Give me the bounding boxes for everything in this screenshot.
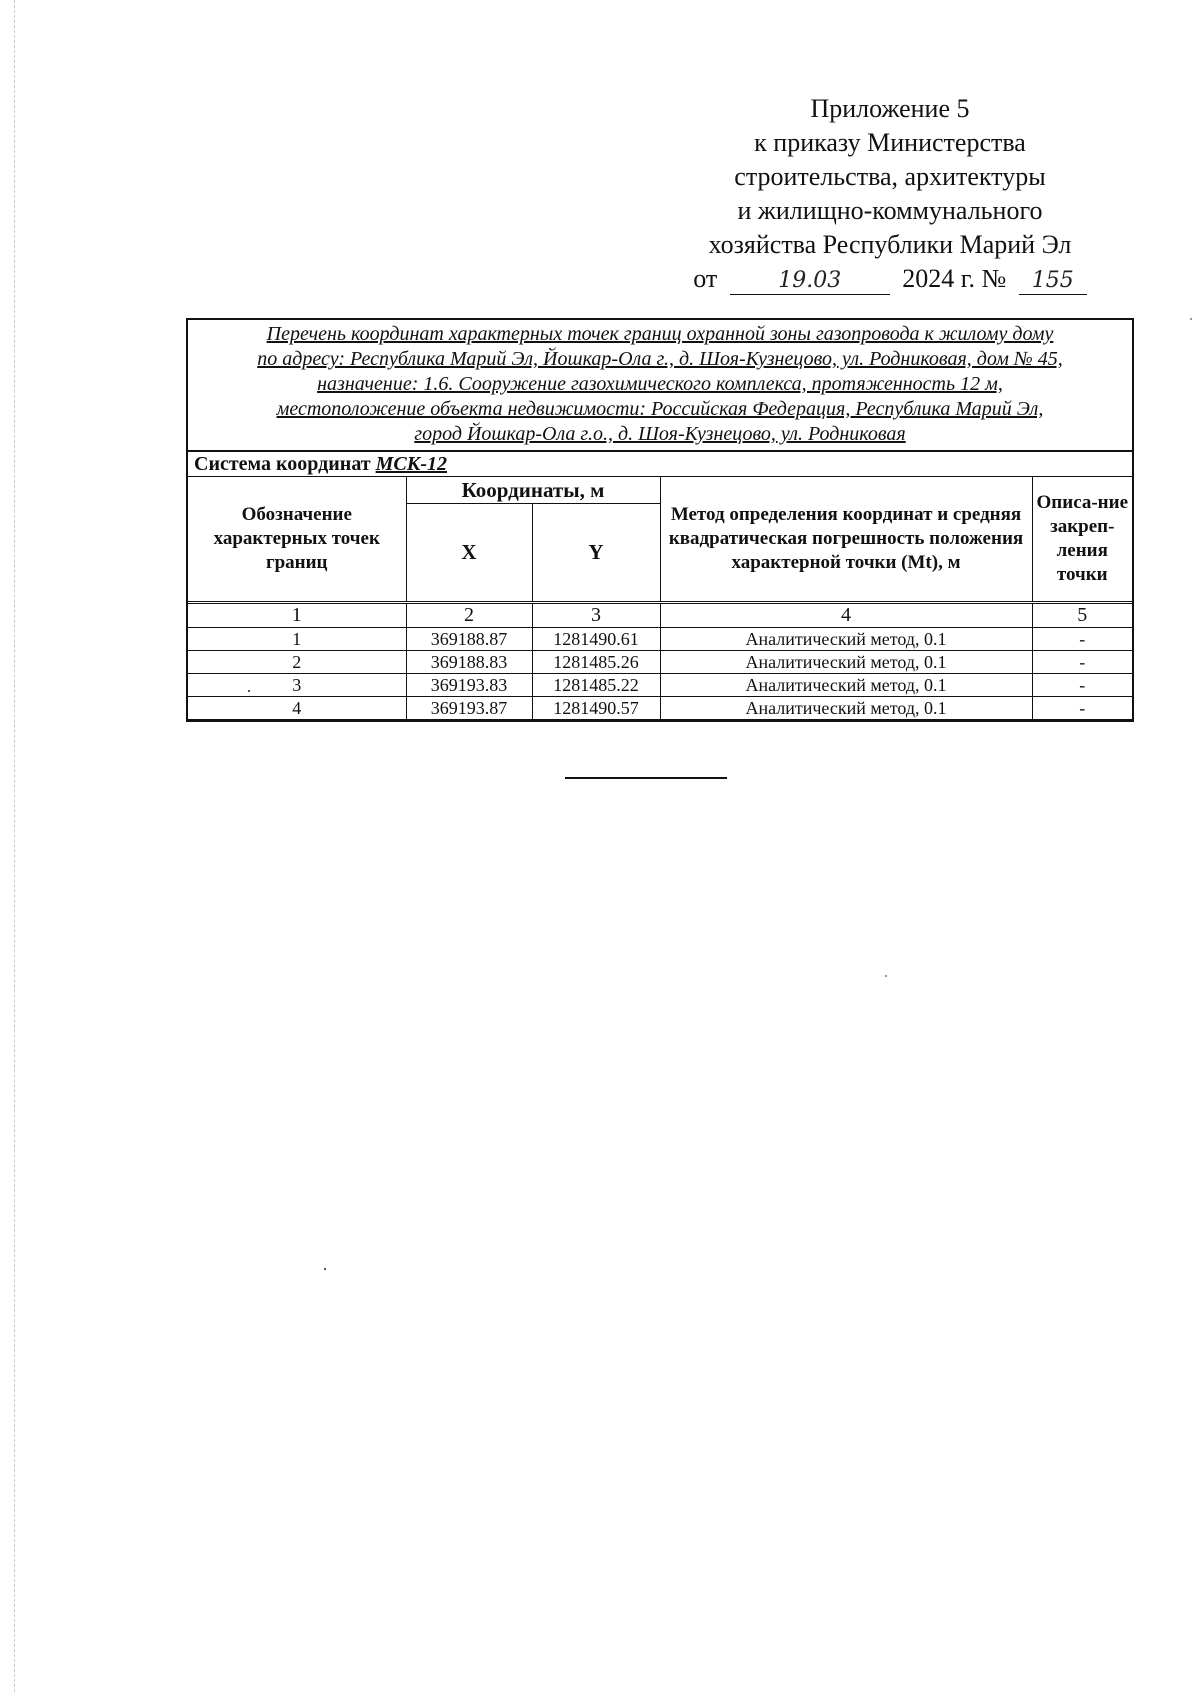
scan-edge-mark — [14, 0, 16, 1692]
title-line: по адресу: Республика Марий Эл, Йошкар-Ола г., д. Шоя-Кузнецово, ул. Родниковая, дом № 45, — [257, 348, 1063, 370]
cell-y: 1281490.61 — [532, 627, 660, 650]
appendix-line: хозяйства Республики Марий Эл — [708, 230, 1072, 259]
title-line: город Йошкар-Ола г.о., д. Шоя-Кузнецово, ул. Родниковая — [414, 423, 906, 445]
header-description: Описа-ние закреп-ления точки — [1032, 477, 1132, 602]
order-year: 2024 г. № — [902, 264, 1007, 293]
header-method: Метод определения координат и средняя квадратическая погрешность положения характерной точки (Mt), м — [660, 477, 1032, 602]
table-row — [188, 650, 1132, 673]
cell-description: - — [1032, 673, 1132, 696]
table-title — [188, 320, 1132, 452]
appendix-line: и жилищно-коммунального — [737, 196, 1043, 225]
header-x: X — [406, 503, 532, 602]
cell-description: - — [1032, 627, 1132, 650]
title-line: местоположение объекта недвижимости: Российская Федерация, Республика Марий Эл, — [276, 398, 1044, 420]
table-row — [188, 696, 1132, 719]
table-row — [188, 627, 1132, 650]
cell-x: 369193.87 — [406, 696, 532, 719]
table-row — [188, 673, 1132, 696]
cell-y: 1281485.26 — [532, 650, 660, 673]
appendix-header — [660, 92, 1120, 296]
appendix-line: строительства, архитектуры — [734, 162, 1046, 191]
order-line — [660, 262, 1120, 296]
cell-x: 369188.83 — [406, 650, 532, 673]
coordinate-system-value: МСК-12 — [375, 453, 447, 475]
cell-x: 369188.87 — [406, 627, 532, 650]
column-number: 5 — [1032, 602, 1132, 627]
cell-point: 1 — [188, 627, 406, 650]
scan-speck — [1190, 318, 1192, 320]
cell-method: Аналитический метод, 0.1 — [660, 627, 1032, 650]
scan-speck — [885, 975, 887, 977]
appendix-line: Приложение 5 — [810, 94, 970, 123]
coordinates-grid — [188, 477, 1132, 720]
order-prefix: от — [693, 264, 718, 293]
header-designation: Обозначение характерных точек границ — [188, 477, 406, 602]
column-number: 4 — [660, 602, 1032, 627]
order-number-handwritten: 155 — [1019, 268, 1087, 295]
cell-point: 3 — [188, 673, 406, 696]
header-y: Y — [532, 503, 660, 602]
cell-y: 1281490.57 — [532, 696, 660, 719]
cell-method: Аналитический метод, 0.1 — [660, 696, 1032, 719]
column-number: 1 — [188, 602, 406, 627]
scan-speck — [324, 1268, 326, 1270]
cell-y: 1281485.22 — [532, 673, 660, 696]
title-line: Перечень координат характерных точек границ охранной зоны газопровода к жилому дому — [266, 323, 1054, 345]
cell-method: Аналитический метод, 0.1 — [660, 650, 1032, 673]
cell-point: 2 — [188, 650, 406, 673]
coordinate-system-row — [188, 452, 1132, 477]
order-date-handwritten: 19.03 — [730, 268, 890, 295]
title-line: назначение: 1.6. Сооружение газохимического комплекса, протяженность 12 м, — [317, 373, 1003, 395]
cell-point: 4 — [188, 696, 406, 719]
cell-method: Аналитический метод, 0.1 — [660, 673, 1032, 696]
coordinates-table — [186, 318, 1134, 722]
header-coordinates: Координаты, м — [406, 477, 660, 503]
cell-description: - — [1032, 650, 1132, 673]
coordinate-system-label: Система координат — [194, 453, 371, 475]
cell-description: - — [1032, 696, 1132, 719]
column-number: 3 — [532, 602, 660, 627]
column-number: 2 — [406, 602, 532, 627]
appendix-line: к приказу Министерства — [754, 128, 1026, 157]
cell-x: 369193.83 — [406, 673, 532, 696]
